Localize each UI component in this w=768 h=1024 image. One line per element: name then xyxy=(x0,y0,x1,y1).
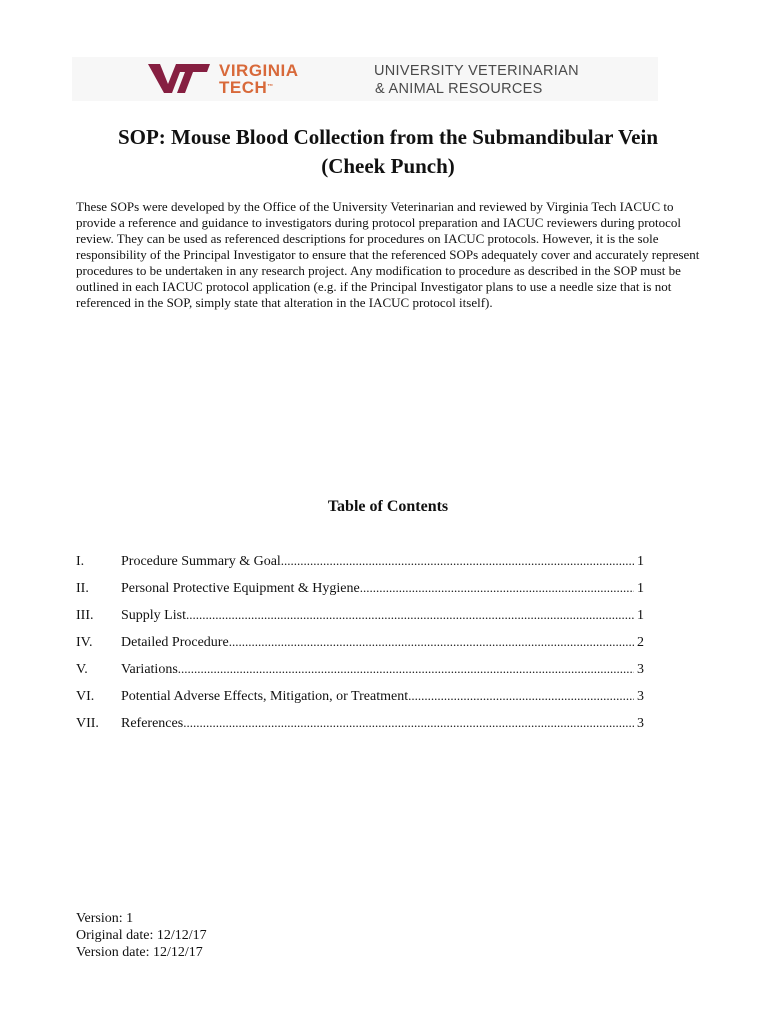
toc-entry[interactable] xyxy=(76,578,644,605)
version-info xyxy=(76,910,207,961)
toc-title: References xyxy=(121,716,184,731)
toc-page: 3 xyxy=(637,716,644,731)
toc-title: Detailed Procedure xyxy=(121,635,229,650)
toc-page: 1 xyxy=(637,608,644,623)
version-date: Version date: 12/12/17 xyxy=(76,945,203,960)
toc-title: Personal Protective Equipment & Hygiene xyxy=(121,581,360,596)
toc-number: VII. xyxy=(76,716,99,731)
toc-number: VI. xyxy=(76,689,95,704)
toc-entry[interactable] xyxy=(76,632,644,659)
toc-title: Potential Adverse Effects, Mitigation, or Treatment xyxy=(121,689,409,704)
version-number: Version: 1 xyxy=(76,911,134,926)
toc-page: 3 xyxy=(637,689,644,704)
toc-leader xyxy=(360,578,634,598)
toc-page: 1 xyxy=(637,581,644,596)
toc-leader xyxy=(183,713,634,733)
toc-entry[interactable] xyxy=(76,686,644,713)
department-line1: UNIVERSITY VETERINARIAN xyxy=(374,63,579,79)
toc-leader xyxy=(186,605,634,625)
toc-title: Supply List xyxy=(121,608,186,623)
toc-number: III. xyxy=(76,608,94,623)
intro-paragraph: These SOPs were developed by the Office of the University Veterinarian and reviewed by Virginia Tech IACUC to provide a reference and guidance to investigators during protocol preparation and IACUC reviewers during protocol review. They can be used as referenced descriptions for procedures on IACUC protocols. However, it is the sole responsibility of the Principal Investigator to ensure that the referenced SOPs adequately cover and accurately represent procedures to be undertaken in any research project. Any modification to procedure as described in the SOP must be outlined in each IACUC protocol application (e.g. if the Principal Investigator plans to use a needle size that is not referenced in the SOP, simply state that alteration in the IACUC protocol itself). xyxy=(76,199,700,310)
toc-leader xyxy=(229,632,634,652)
toc-leader xyxy=(408,686,634,706)
toc-entry[interactable] xyxy=(76,605,644,632)
toc-number: IV. xyxy=(76,635,93,650)
toc-page: 1 xyxy=(637,554,644,569)
document-title xyxy=(60,123,716,181)
toc-page: 3 xyxy=(637,662,644,677)
toc-title: Variations xyxy=(121,662,178,677)
title-line1: SOP: Mouse Blood Collection from the Submandibular Vein xyxy=(117,125,659,149)
department-name xyxy=(374,62,579,98)
toc-entry[interactable] xyxy=(76,551,644,578)
toc-leader xyxy=(281,551,634,571)
original-date: Original date: 12/12/17 xyxy=(76,928,207,943)
table-of-contents xyxy=(76,551,644,740)
department-line2: & ANIMAL RESOURCES xyxy=(375,81,543,97)
toc-page: 2 xyxy=(637,635,644,650)
trademark-symbol: ™ xyxy=(267,84,274,90)
toc-entry[interactable] xyxy=(76,659,644,686)
toc-heading: Table of Contents xyxy=(327,498,449,515)
vt-logo-icon xyxy=(146,60,212,96)
wordmark-line1: VIRGINIA xyxy=(219,61,299,80)
toc-number: II. xyxy=(76,581,89,596)
title-line2: (Cheek Punch) xyxy=(321,154,455,178)
wordmark-line2: TECH xyxy=(219,78,268,97)
toc-entry[interactable] xyxy=(76,713,644,740)
toc-number: I. xyxy=(76,554,85,569)
toc-title: Procedure Summary & Goal xyxy=(121,554,281,569)
virginia-tech-wordmark xyxy=(219,62,299,96)
toc-leader xyxy=(178,659,634,679)
toc-number: V. xyxy=(76,662,88,677)
